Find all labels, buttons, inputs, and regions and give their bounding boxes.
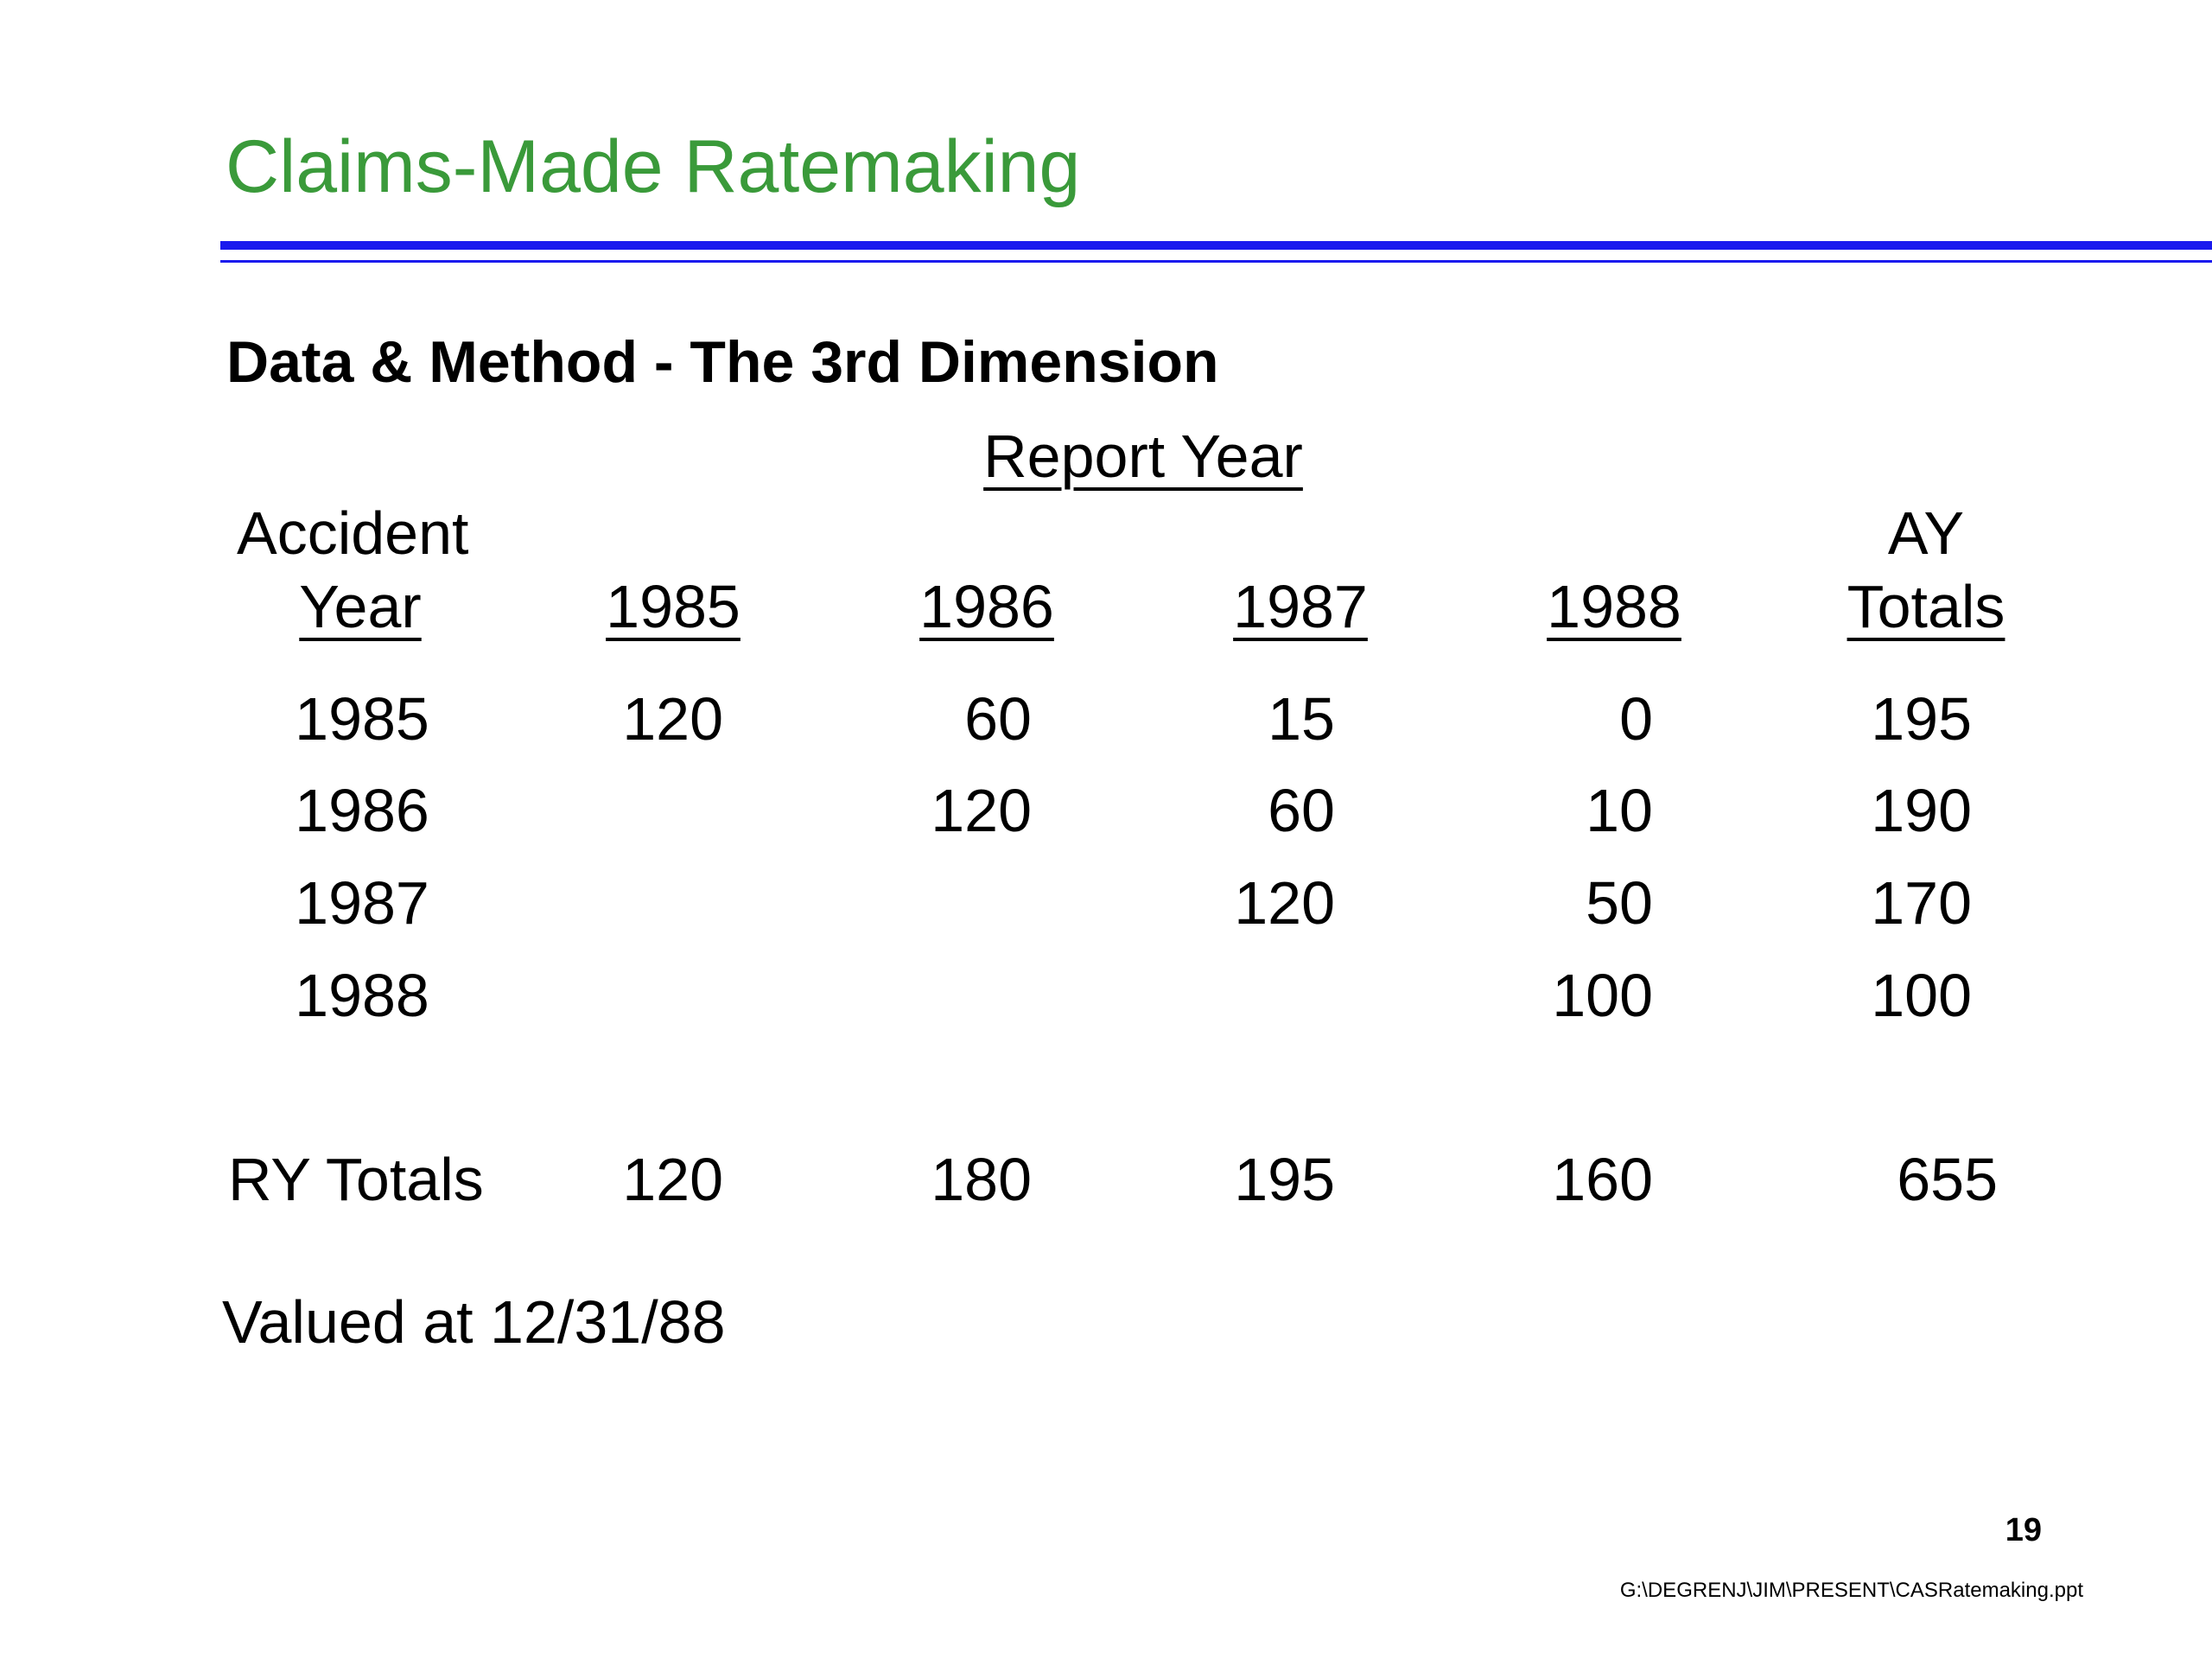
table-cell: 50 — [1586, 869, 1653, 937]
table-cell: 120 — [622, 685, 723, 753]
valuation-note: Valued at 12/31/88 — [222, 1288, 726, 1356]
column-header-1985: 1985 — [606, 573, 741, 640]
file-path: G:\DEGRENJ\JIM\PRESENT\CASRatemaking.ppt — [1619, 1579, 2083, 1602]
title-divider-thin — [220, 260, 2212, 263]
row-year: 1986 — [295, 777, 429, 844]
ay-totals-header-line2: Totals — [1847, 573, 2005, 640]
ry-total-cell: 180 — [931, 1146, 1032, 1213]
ry-totals-label: RY Totals — [228, 1146, 484, 1213]
column-header-1987: 1987 — [1233, 573, 1368, 640]
row-total: 190 — [1871, 777, 1972, 844]
slide-title: Claims-Made Ratemaking — [226, 125, 1081, 208]
accident-header-line2: Year — [299, 573, 422, 640]
ry-total-cell: 195 — [1234, 1146, 1335, 1213]
table-cell: 100 — [1552, 962, 1653, 1029]
row-total: 170 — [1871, 869, 1972, 937]
column-header-1986: 1986 — [919, 573, 1054, 640]
table-cell: 0 — [1619, 685, 1653, 753]
column-header-1988: 1988 — [1547, 573, 1681, 640]
row-year: 1987 — [295, 869, 429, 937]
table-cell: 120 — [1234, 869, 1335, 937]
grand-total: 655 — [1897, 1146, 1998, 1213]
row-total: 195 — [1871, 685, 1972, 753]
page-number: 19 — [2005, 1512, 2042, 1548]
row-total: 100 — [1871, 962, 1972, 1029]
title-divider-thick — [220, 241, 2212, 250]
slide-subtitle: Data & Method - The 3rd Dimension — [226, 329, 1219, 395]
table-cell: 15 — [1268, 685, 1335, 753]
ay-totals-header-line1: AY — [1887, 499, 1965, 567]
table-cell: 60 — [964, 685, 1032, 753]
row-year: 1988 — [295, 962, 429, 1029]
table-cell: 120 — [931, 777, 1032, 844]
ry-total-cell: 120 — [622, 1146, 723, 1213]
ry-total-cell: 160 — [1552, 1146, 1653, 1213]
accident-header-line1: Accident — [237, 499, 469, 567]
row-year: 1985 — [295, 685, 429, 753]
report-year-header: Report Year — [983, 423, 1303, 490]
table-cell: 60 — [1268, 777, 1335, 844]
table-cell: 10 — [1586, 777, 1653, 844]
